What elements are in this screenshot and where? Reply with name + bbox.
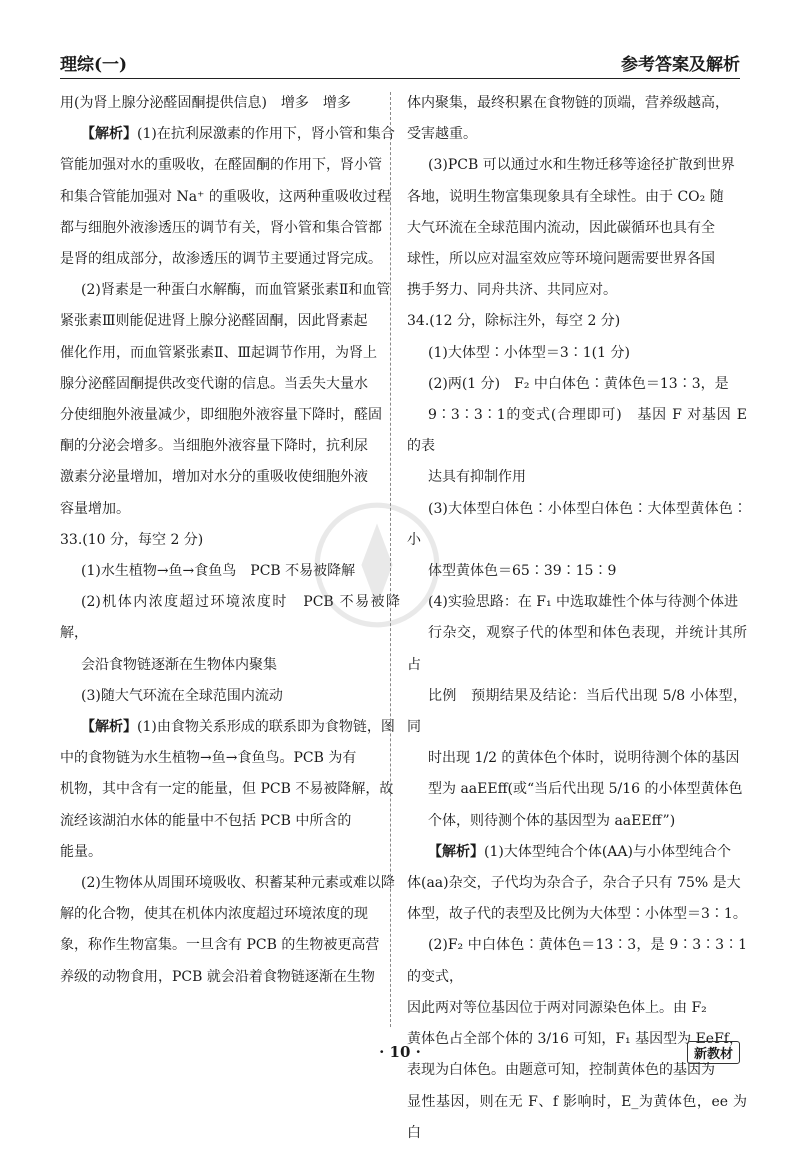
text-line: 【解析】(1)大体型纯合个体(AA)与小体型纯合个 [428,843,731,860]
text-line: 容量增加。 [60,500,130,517]
text-line: 管能加强对水的重吸收，在醛固酮的作用下，肾小管 [60,157,382,174]
text-line: 因此两对等位基因位于两对同源染色体上。由 F₂ [407,999,707,1016]
text-line: 流经该湖泊水体的能量中不包括 PCB 中所含的 [60,812,352,829]
text-line: 能量。 [60,843,102,860]
text-line: 携手努力、同舟共济、共同应对。 [407,282,617,299]
text-line: 是肾的组成部分，故渗透压的调节主要通过肾完成。 [60,251,382,268]
text-line: (2)机体内浓度超过环境浓度时 PCB 不易被降解， [60,594,400,642]
text-line: 达具有抑制作用 [428,469,526,486]
text-line: 催化作用，而血管紧张素Ⅱ、Ⅲ起调节作用，为肾上 [60,344,378,361]
text-line: 时出现 1/2 的黄体色个体时，说明待测个体的基因 [428,750,740,767]
text-line: (2)F₂ 中白体色∶黄体色＝13∶3，是 9∶3∶3∶1 的变式， [407,937,747,985]
text-line: (2)两(1 分) F₂ 中白体色∶黄体色＝13∶3，是 [428,375,729,392]
text-line: 解的化合物，使其在机体内浓度超过环境浓度的现 [60,906,368,923]
edition-badge: 新教材 [687,1041,740,1064]
text-line: 酮的分泌会增多。当细胞外液容量下降时，抗利尿 [60,438,368,455]
text-line: 球性，所以应对温室效应等环境问题需要世界各国 [407,251,715,268]
text-line: 中的食物链为水生植物→鱼→食鱼鸟。PCB 为有 [60,750,357,767]
text-line: 体内聚集，最终积累在食物链的顶端，营养级越高， [407,95,729,111]
analysis-tag: 【解析】 [81,719,137,736]
text-line: 33.(10 分，每空 2 分) [60,531,204,548]
text-line: 型为 aaEEff(或“当后代出现 5/16 的小体型黄体色 [428,781,743,798]
right-column [407,88,747,1149]
text-line: 体(aa)杂交，子代均为杂合子，杂合子只有 75% 是大 [407,875,741,892]
text-line: 各地，说明生物富集现象具有全球性。由于 CO₂ 随 [407,188,724,205]
text-line: (2)肾素是一种蛋白水解酶，而血管紧张素Ⅱ和血管 [81,282,391,299]
text-line: 养级的动物食用，PCB 就会沿着食物链逐渐在生物 [60,968,375,985]
text-line: (1)水生植物→鱼→食鱼鸟 PCB 不易被降解 [81,563,356,580]
text-line: 都与细胞外液渗透压的调节有关，肾小管和集合管都 [60,219,382,236]
text-line: (3)PCB 可以通过水和生物迁移等途径扩散到世界 [428,157,735,174]
text-line: 比例 预期结果及结论：当后代出现 5/8 小体型，同 [407,687,747,736]
text-line: (2)生物体从周围环境吸收、积蓄某种元素或难以降 [81,875,395,892]
text-line: 和集合管能加强对 Na⁺ 的重吸收，这两种重吸收过程 [60,188,391,205]
text-line: 用(为肾上腺分泌醛固酮提供信息) 增多 增多 [60,95,351,111]
page-number: · 10 · [379,1043,421,1061]
section-title: 参考答案及解析 [621,55,740,75]
text-line: 机物，其中含有一定的能量，但 PCB 不易被降解，故 [60,781,394,798]
text-line: 体型，故子代的表型及比例为大体型∶小体型＝3∶1。 [407,906,747,923]
text-line: 会沿食物链逐渐在生物体内聚集 [81,656,277,673]
text-line: 体型黄体色＝65∶39∶15∶9 [428,563,617,580]
text-line: 激素分泌量增加，增加对水分的重吸收使细胞外液 [60,469,368,486]
text-line: 受害越重。 [407,126,477,143]
header-rule [60,78,740,79]
text-line: (3)随大气环流在全球范围内流动 [81,687,283,704]
text-line: 黄体色占全部个体的 3/16 可知，F₁ 基因型为 EeFf， [407,1031,743,1048]
text-line: 行杂交，观察子代的体型和体色表现，并统计其所占 [407,625,747,673]
text-line: 34.(12 分，除标注外，每空 2 分) [407,313,621,330]
text-line: 显性基因，则在无 F、f 影响时，E_为黄体色，ee 为白 [407,1093,747,1141]
text-line: 分使细胞外液量减少，即细胞外液容量下降时，醛固 [60,407,382,424]
text-line: 腺分泌醛固酮提供改变代谢的信息。当丢失大量水 [60,375,368,392]
analysis-tag: 【解析】 [81,126,137,143]
text-line: 表现为白体色。由题意可知，控制黄体色的基因为 [407,1062,715,1079]
text-line: (1)大体型∶小体型＝3∶1(1 分) [428,344,630,361]
text-line: 【解析】(1)在抗利尿激素的作用下，肾小管和集合 [81,126,395,143]
text-line: 大气环流在全球范围内流动，因此碳循环也具有全 [407,219,715,236]
text-line: (4)实验思路：在 F₁ 中选取雄性个体与待测个体进 [428,594,739,611]
text-line: 9∶3∶3∶1的变式(合理即可) 基因 F 对基因 E 的表 [407,407,747,455]
text-line: 象，称作生物富集。一旦含有 PCB 的生物被更高营 [60,937,380,954]
text-line: 【解析】(1)由食物关系形成的联系即为食物链，图 [81,719,395,736]
text-line: 紧张素Ⅲ则能促进肾上腺分泌醛固酮，因此肾素起 [60,313,368,330]
text-line: 个体，则待测个体的基因型为 aaEEff”) [428,812,676,829]
text-line: (3)大体型白体色∶小体型白体色∶大体型黄体色∶小 [407,500,747,548]
watermark-logo [312,500,442,630]
analysis-tag: 【解析】 [428,843,484,860]
subject-title: 理综(一) [60,55,128,75]
